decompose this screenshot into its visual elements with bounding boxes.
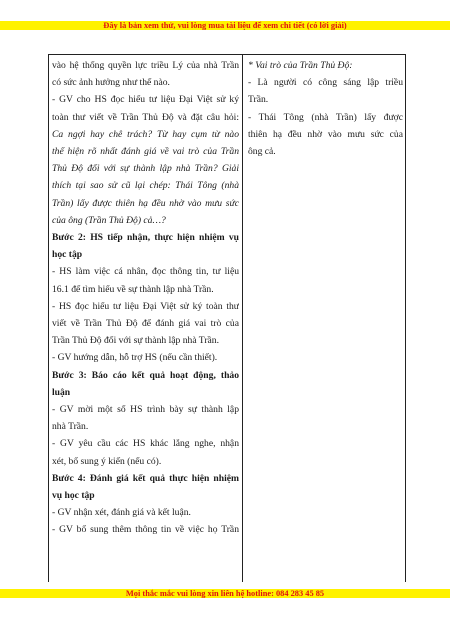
- result-text-line: ông cả.: [248, 146, 276, 158]
- activity-text-line: luận: [52, 386, 71, 398]
- activity-text-line: vào hệ thống quyền lực triều Lý của nhà Trần: [52, 60, 239, 71]
- preview-notice-banner: [0, 21, 450, 30]
- activity-text-line: Bước 4: Đánh giá kết quả thực hiện nhiệm: [52, 472, 239, 484]
- activity-text-line: - HS làm việc cá nhân, đọc thông tin, tư liệu: [52, 266, 239, 278]
- activity-text-line: Trần Thủ Độ đối với sự thành lập nhà Trần.: [52, 335, 219, 347]
- activity-text-line: Ca ngợi hay chê trách? Từ hay cụm từ nào: [52, 128, 239, 140]
- activity-text-line: - GV cho HS đọc hiểu tư liệu Đại Việt sử ký: [52, 94, 239, 106]
- activity-text-line: toàn thư viết về Trần Thủ Độ và đặt câu hỏi:: [52, 111, 239, 123]
- activity-text-line: của ông (Trần Thủ Độ) cả…?: [52, 214, 166, 226]
- activity-text-line: viết về Trần Thủ Độ để đánh giá vai trò của: [52, 318, 239, 330]
- activity-text-line: học tập: [52, 249, 83, 261]
- activity-text-line: có sức ảnh hưởng như thế nào.: [52, 77, 170, 89]
- activity-text-line: Trần) lấy được thiên hạ đều nhờ vào mưu sức: [52, 197, 239, 209]
- activity-text-line: vụ học tập: [52, 490, 95, 502]
- activity-text-line: xét, bổ sung ý kiến (nếu có).: [52, 455, 162, 467]
- activity-text-line: Bước 3: Báo cáo kết quả hoạt động, thảo: [52, 369, 239, 381]
- activity-text-line: - HS đọc hiểu tư liệu Đại Việt sử ký toàn thư: [52, 300, 239, 312]
- activity-text-line: thể hiện rõ nhất đánh giá về vai trò của Trần: [52, 146, 239, 158]
- column-divider: [242, 55, 243, 582]
- activity-text-line: - GV mời một số HS trình bày sự thành lập: [52, 404, 239, 416]
- activity-text-line: - GV yêu cầu các HS khác lắng nghe, nhận: [52, 438, 239, 450]
- result-text-line: thiên hạ đều nhờ vào mưu sức của: [248, 128, 403, 140]
- lesson-table: [48, 54, 406, 582]
- preview-notice-text: Đây là bản xem thử, vui lòng mua tài liệu để xem chi tiết (có lời giải): [103, 21, 347, 30]
- hotline-text: Mọi thắc mắc vui lòng xin liên hệ hotline: 084 283 45 85: [125, 589, 325, 598]
- result-text-line: * Vai trò của Trần Thủ Độ:: [248, 60, 353, 71]
- activity-text-line: Bước 2: HS tiếp nhận, thực hiện nhiệm vụ: [52, 232, 239, 244]
- activity-text-line: nhà Trần.: [52, 421, 89, 433]
- activity-text-line: - GV hướng dẫn, hỗ trợ HS (nếu cần thiết).: [52, 352, 218, 364]
- result-column: [248, 57, 403, 160]
- activity-text-line: - GV bổ sung thêm thông tin về việc họ Trần: [52, 524, 239, 536]
- hotline-banner: [0, 589, 450, 598]
- activity-text-line: - GV nhận xét, đánh giá và kết luận.: [52, 507, 191, 519]
- result-text-line: - Thái Tông (nhà Trần) lấy được: [248, 111, 403, 123]
- activity-column: [52, 57, 239, 539]
- activity-text-line: 16.1 để tìm hiểu về sự thành lập nhà Trần.: [52, 283, 214, 295]
- result-text-line: Trần.: [248, 94, 269, 106]
- activity-text-line: thích tại sao sử cũ lại chép: Thái Tông (nhà: [52, 180, 239, 192]
- activity-text-line: Thủ Độ đối với sự thành lập nhà Trần? Giải: [52, 163, 239, 175]
- result-text-line: - Là người có công sáng lập triều: [248, 77, 403, 89]
